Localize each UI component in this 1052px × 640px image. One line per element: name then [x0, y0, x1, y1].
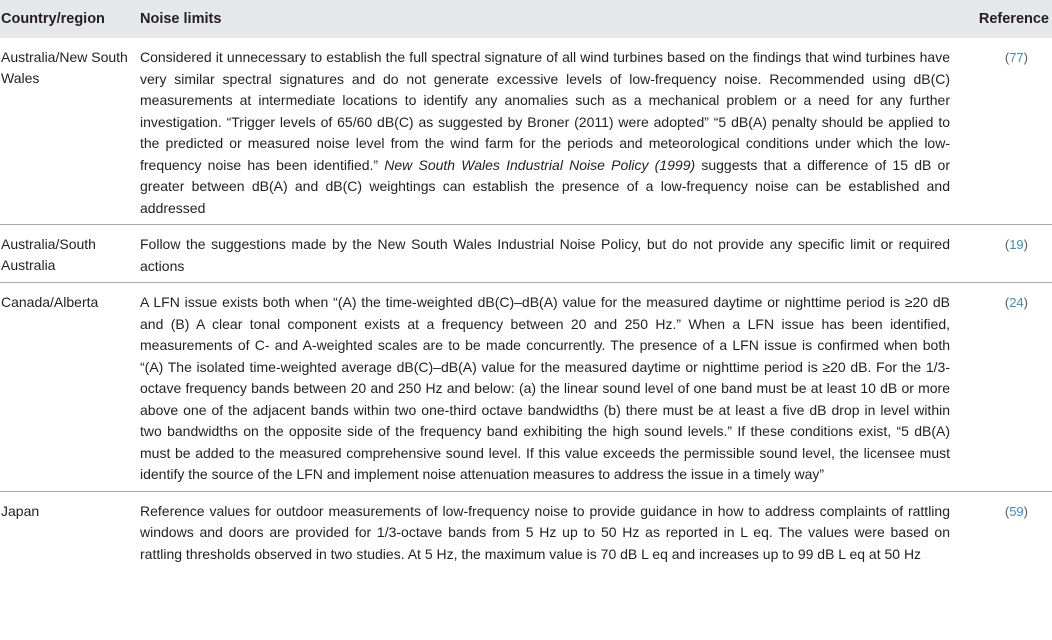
table-row [0, 492, 1052, 571]
reference-cell: (24) [1004, 295, 1028, 310]
noise-limits-cell [140, 38, 950, 224]
reference-link[interactable]: 59 [1009, 503, 1024, 519]
reference-cell: (59) [1004, 503, 1028, 519]
reference-cell: (19) [1004, 237, 1028, 252]
reference-link[interactable]: 24 [1009, 295, 1024, 310]
reference-link[interactable]: 19 [1009, 237, 1024, 252]
noise-text: Considered it unnecessary to establish the full spectral signature of all wind turbines based on the findings that wind turbines have very similar spectral signatures and do not generate excessive levels of low-frequency noise. Recommended using dB(C) measurements at intermediate locations to identify any anomalies such as a mechanical problem or a need for any further investigation. “Trigger levels of 65/60 dB(C) as suggested by Broner (2011) were adopted” “5 dB(A) penalty should be applied to the predicted or measured noise level from the wind farm for the periods and meteorological conditions under which the low-frequency noise has been identified.” [140, 49, 950, 173]
noise-limits-cell: Reference values for outdoor measurements of low-frequency noise to provide guidance in how to address complaints of rattling windows and doors are provided for 1/3-octave bands from 5 Hz up to 50 Hz as reported in L eq. The values were based on rattling thresholds observed in two studies. At 5 Hz, the maximum value is 70 dB L eq and increases up to 99 dB L eq at 50 Hz [140, 502, 950, 562]
header-reference: Reference [978, 11, 1049, 27]
table-header [0, 0, 1052, 38]
country-cell: Canada/Alberta [1, 294, 99, 310]
table-row [0, 225, 1052, 283]
policy-title-italic: New South Wales Industrial Noise Policy (1999) [384, 156, 696, 173]
noise-limits-cell: Follow the suggestions made by the New South Wales Industrial Noise Policy, but do not provide any specific limit or required actions [140, 236, 950, 274]
reference-link[interactable]: 77 [1009, 50, 1024, 65]
noise-limits-cell: A LFN issue exists both when “(A) the time-weighted dB(C)–dB(A) value for the measured daytime or nighttime period is ≥20 dB and (B) A clear tonal component exists at a frequency between 20 and 250 Hz.” When a LFN issue has been identified, measurements of C- and A-weighted scales are to be made concurrently. The presence of a LFN issue is confirmed when both “(A) The isolated time-weighted average dB(C)–dB(A) value for the measured daytime or nighttime period is ≥20 dB. For the 1/3-octave frequency bands between 20 and 250 Hz and below: (a) the linear sound level of one band must be at least 10 dB or more above one of the adjacent bands within two one-third octave bandwidths (b) there must be at least a five dB drop in level within two bandwidths on the opposite side of the frequency band exhibiting the high sound levels.” If these conditions exist, “5 dB(A) must be added to the measured comprehensive sound level. If this value exceeds the permissible sound level, the licensee must identify the source of the LFN and implement noise attenuation measures to address the issue in a timely way” [140, 294, 950, 482]
table-row [0, 38, 1052, 225]
header-country-region: Country/region [1, 11, 105, 27]
table-row [0, 283, 1052, 492]
country-cell: Australia/South Australia [1, 236, 96, 273]
country-cell: Australia/New South Wales [1, 49, 128, 86]
reference-cell: (77) [1004, 50, 1028, 65]
noise-text-continued: suggests that a difference of 15 dB or greater between dB(A) and dB(C) weightings can establish the presence of a low-frequency noise can be established and addressed [140, 156, 950, 216]
country-cell: Japan [1, 502, 40, 519]
header-noise-limits: Noise limits [140, 11, 222, 27]
